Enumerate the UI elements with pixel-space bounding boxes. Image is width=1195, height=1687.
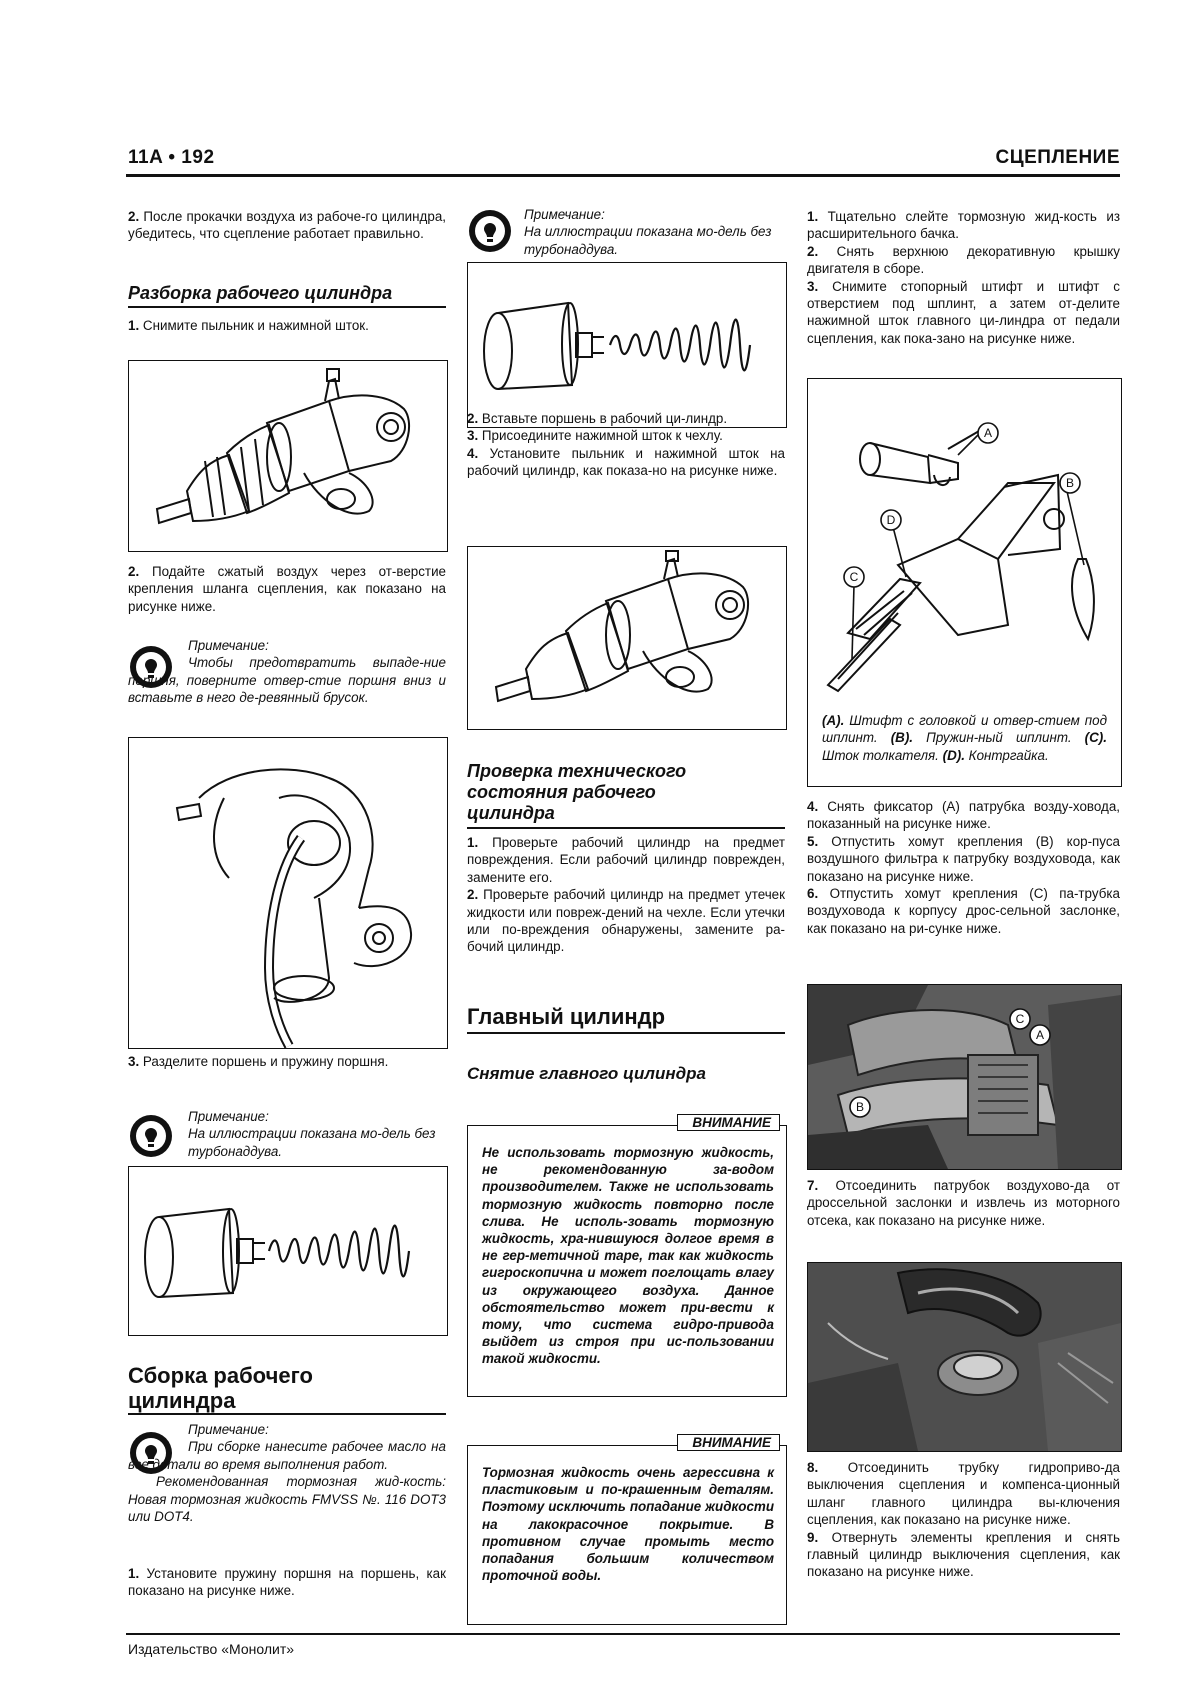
step-number: 2. — [128, 209, 140, 224]
step-text: Тщательно слейте тормозную жид-кость из расширительного бачка. — [807, 209, 1120, 242]
note-label: Примечание: — [524, 207, 605, 222]
section-title: СЦЕПЛЕНИЕ — [995, 147, 1120, 168]
label-c: C — [849, 570, 859, 584]
heading-rule — [467, 1032, 785, 1034]
piston-spring-drawing — [129, 1167, 447, 1335]
step-text: Отпустить хомут крепления (C) па-трубка воздуховода к корпусу дрос-сельной заслонке, как показано на ри-сунке ниже. — [807, 886, 1120, 936]
step-number: 1. — [467, 835, 479, 850]
col1-assembly-step1 — [128, 1565, 446, 1600]
step-text: Отсоединить патрубок воздухово-да от дроссельной заслонки и извлечь из моторного отсека, как показано на рисунке ниже. — [807, 1178, 1120, 1228]
note-piston — [128, 637, 446, 707]
step-number: 2. — [467, 887, 479, 903]
warning-box-1 — [467, 1115, 787, 1397]
note-non-turbo — [128, 1108, 446, 1160]
caption-text: Штифт с головкой и отвер-стием под шплинт. — [822, 713, 1107, 746]
caption-text: Контргайка. — [968, 747, 1049, 763]
col1-step2 — [128, 563, 446, 615]
col3-steps-1-3 — [807, 208, 1120, 347]
step-text: Отсоединить трубку гидроприво-да выключения сцепления и компенса-ционный шланг главного цилиндра вы-ключения сцепления, как показано на рисунке ниже. — [807, 1460, 1120, 1528]
step-number: 1. — [128, 318, 140, 333]
warning-text: Тормозная жидкость очень агрессивна к пластиковым и по-крашенным деталям. Поэтому исключить попадание жидкости на лакокрасочное покрытие. В противном случае промыть место попадания большим количеством проточной воды. — [482, 1465, 774, 1584]
col1-step1 — [128, 317, 446, 334]
figure-compressed-air — [128, 737, 448, 1049]
step-number: 2. — [128, 564, 140, 579]
note-text: На иллюстрации показана мо-дель без турбонаддува. — [188, 1126, 436, 1159]
engine-photo-drawing — [808, 985, 1121, 1169]
header-rule — [126, 174, 1120, 177]
pushrod-drawing — [808, 379, 1121, 705]
step-text: Отвернуть элементы крепления и снять главный цилиндр выключения сцепления, как показано на рисунке ниже. — [807, 1529, 1120, 1580]
note-col2 — [524, 206, 786, 258]
heading-disassembly: Разборка рабочего цилиндра — [128, 283, 393, 303]
step-number: 7. — [807, 1178, 819, 1193]
step-number: 3. — [467, 428, 479, 444]
compressed-air-drawing — [129, 738, 447, 1048]
note-text-2: Рекомендованная тормозная жид-кость: Новая тормозная жидкость FMVSS №. 116 DOT3 или DOT4. — [128, 1474, 446, 1525]
note-text: Чтобы предотвратить выпаде-ние поршня, поверните отвер-стие поршня вниз и вставьте в него де-ревянный брусок. — [128, 655, 446, 706]
note-assembly — [128, 1421, 446, 1525]
figure-slave-cylinder — [128, 360, 448, 552]
heading-rule — [128, 1413, 446, 1415]
step-text: Вставьте поршень в рабочий ци-линдр. — [481, 411, 728, 426]
warning-title: ВНИМАНИЕ — [677, 1434, 780, 1451]
figure-piston-spring — [128, 1166, 448, 1336]
step-number: 8. — [807, 1460, 819, 1475]
heading-rule — [467, 827, 785, 829]
label-b: B — [855, 1100, 865, 1114]
step-text: Снимите пыльник и нажимной шток. — [142, 318, 369, 333]
publisher-name: Издательство «Монолит» — [128, 1641, 295, 1657]
step-number: 5. — [807, 833, 819, 849]
label-b: B — [1065, 476, 1075, 490]
caption-text: Пружин-ный шплинт. — [926, 730, 1072, 746]
caption-key: (B). — [890, 730, 914, 746]
label-d: D — [886, 513, 896, 527]
step-text: Отпустить хомут крепления (B) кор-пуса воздушного фильтра к патрубку воздуховода, как показано на рисунке ниже. — [807, 833, 1120, 884]
photo-air-duct — [807, 984, 1122, 1170]
caption-key: (C). — [1084, 730, 1107, 746]
note-label: Примечание: — [188, 638, 269, 653]
figure-piston-spring-2 — [467, 262, 787, 428]
step-text: Установите пыльник и нажимной шток на рабочий цилиндр, как показа-но на рисунке ниже. — [467, 445, 785, 479]
step-number: 4. — [807, 799, 819, 814]
label-c: C — [1015, 1012, 1025, 1026]
col2-assembly-steps — [467, 410, 785, 480]
engine-photo-drawing — [808, 1263, 1121, 1451]
heading-master-cylinder: Главный цилиндр — [467, 1004, 666, 1029]
step-text: Установите пружину поршня на поршень, как показано на рисунке ниже. — [128, 1566, 446, 1599]
note-bulb-icon — [467, 208, 513, 254]
photo-engine-bay — [807, 1262, 1122, 1452]
heading-rule — [128, 306, 446, 308]
step-text: Разделите поршень и пружину поршня. — [142, 1054, 389, 1069]
figure-caption — [822, 712, 1107, 764]
label-a: A — [983, 426, 993, 440]
warning-title: ВНИМАНИЕ — [677, 1114, 780, 1131]
note-text: На иллюстрации показана мо-дель без турбонаддува. — [524, 224, 772, 257]
step-number: 1. — [807, 209, 819, 224]
step-text: Проверьте рабочий цилиндр на предмет утечек жидкости или повреж-дений на чехле. Если утечки или по-вреждения обнаружены, замените ра-бочий цилиндр. — [467, 887, 785, 955]
col2-check-steps — [467, 834, 785, 956]
note-label: Примечание: — [188, 1109, 269, 1124]
step-text: Проверьте рабочий цилиндр на предмет повреждения. Если рабочий цилиндр поврежден, замените его. — [467, 835, 785, 885]
note-text: При сборке нанесите рабочее масло на все детали во время выполнения работ. — [128, 1439, 446, 1472]
caption-key: (D). — [942, 747, 965, 763]
step-text: Снимите стопорный штифт и штифт с отверстием под шплинт, а затем от-делите нажимной шток главного ци-линдра от педали сцепления, как пока-зано на рисунке ниже. — [807, 278, 1120, 346]
caption-key: (A). — [822, 713, 845, 728]
step-text: Подайте сжатый воздух через от-верстие крепления шланга сцепления, как показано на рисунке ниже. — [128, 564, 446, 614]
step-text: Присоедините нажимной шток к чехлу. — [481, 428, 723, 444]
step-text: После прокачки воздуха из рабоче-го цилиндра, убедитесь, что сцепление работает правильно. — [128, 209, 446, 242]
note-label: Примечание: — [188, 1422, 269, 1437]
footer-rule — [126, 1633, 1120, 1635]
heading-master-removal: Снятие главного цилиндра — [467, 1064, 706, 1083]
col1-para-bleed — [128, 208, 446, 243]
warning-text: Не использовать тормозную жидкость, не рекомендованную за-водом производителем. Также не использовать тормозную жидкость повторно после слива. Не исполь-зовать тормозную жидкость, хра-нившуюся долгое время в не гер-метичной таре, так как жидкость гигроскопична и может поглощать влагу из окружающего воздуха. Данное обстоятельство может при-вести к тому, что система гидро-привода выйдет из строя при ис-пользовании такой жидкости. — [482, 1145, 774, 1367]
col3-steps-4-6 — [807, 798, 1120, 937]
col3-step7 — [807, 1177, 1120, 1229]
page-number: 11A • 192 — [128, 147, 215, 168]
step-number: 2. — [467, 411, 479, 426]
col1-step3 — [128, 1053, 446, 1070]
step-text: Снять верхнюю декоративную крышку двигателя в сборе. — [807, 243, 1120, 277]
step-number: 2. — [807, 243, 819, 259]
caption-text: Шток толкателя. — [822, 747, 939, 763]
figure-slave-cylinder-2 — [467, 546, 787, 730]
figure-pushrod-caption-box — [807, 704, 1122, 787]
label-a: A — [1035, 1028, 1045, 1042]
slave-cylinder-drawing — [468, 547, 786, 729]
col3-steps-8-9 — [807, 1459, 1120, 1581]
step-number: 1. — [128, 1566, 140, 1581]
step-number: 9. — [807, 1529, 819, 1545]
piston-spring-drawing — [468, 263, 786, 427]
warning-box-2 — [467, 1435, 787, 1625]
step-number: 4. — [467, 445, 479, 461]
heading-check: Проверка технического состояния рабочего цилиндра — [467, 761, 687, 823]
heading-assembly: Сборка рабочего цилиндра — [128, 1363, 313, 1413]
step-number: 3. — [807, 278, 819, 294]
step-number: 6. — [807, 886, 819, 902]
step-text: Снять фиксатор (A) патрубка возду-ховода, показанный на рисунке ниже. — [807, 799, 1120, 832]
slave-cylinder-drawing — [129, 361, 447, 551]
step-number: 3. — [128, 1054, 140, 1069]
figure-pushrod — [807, 378, 1122, 706]
